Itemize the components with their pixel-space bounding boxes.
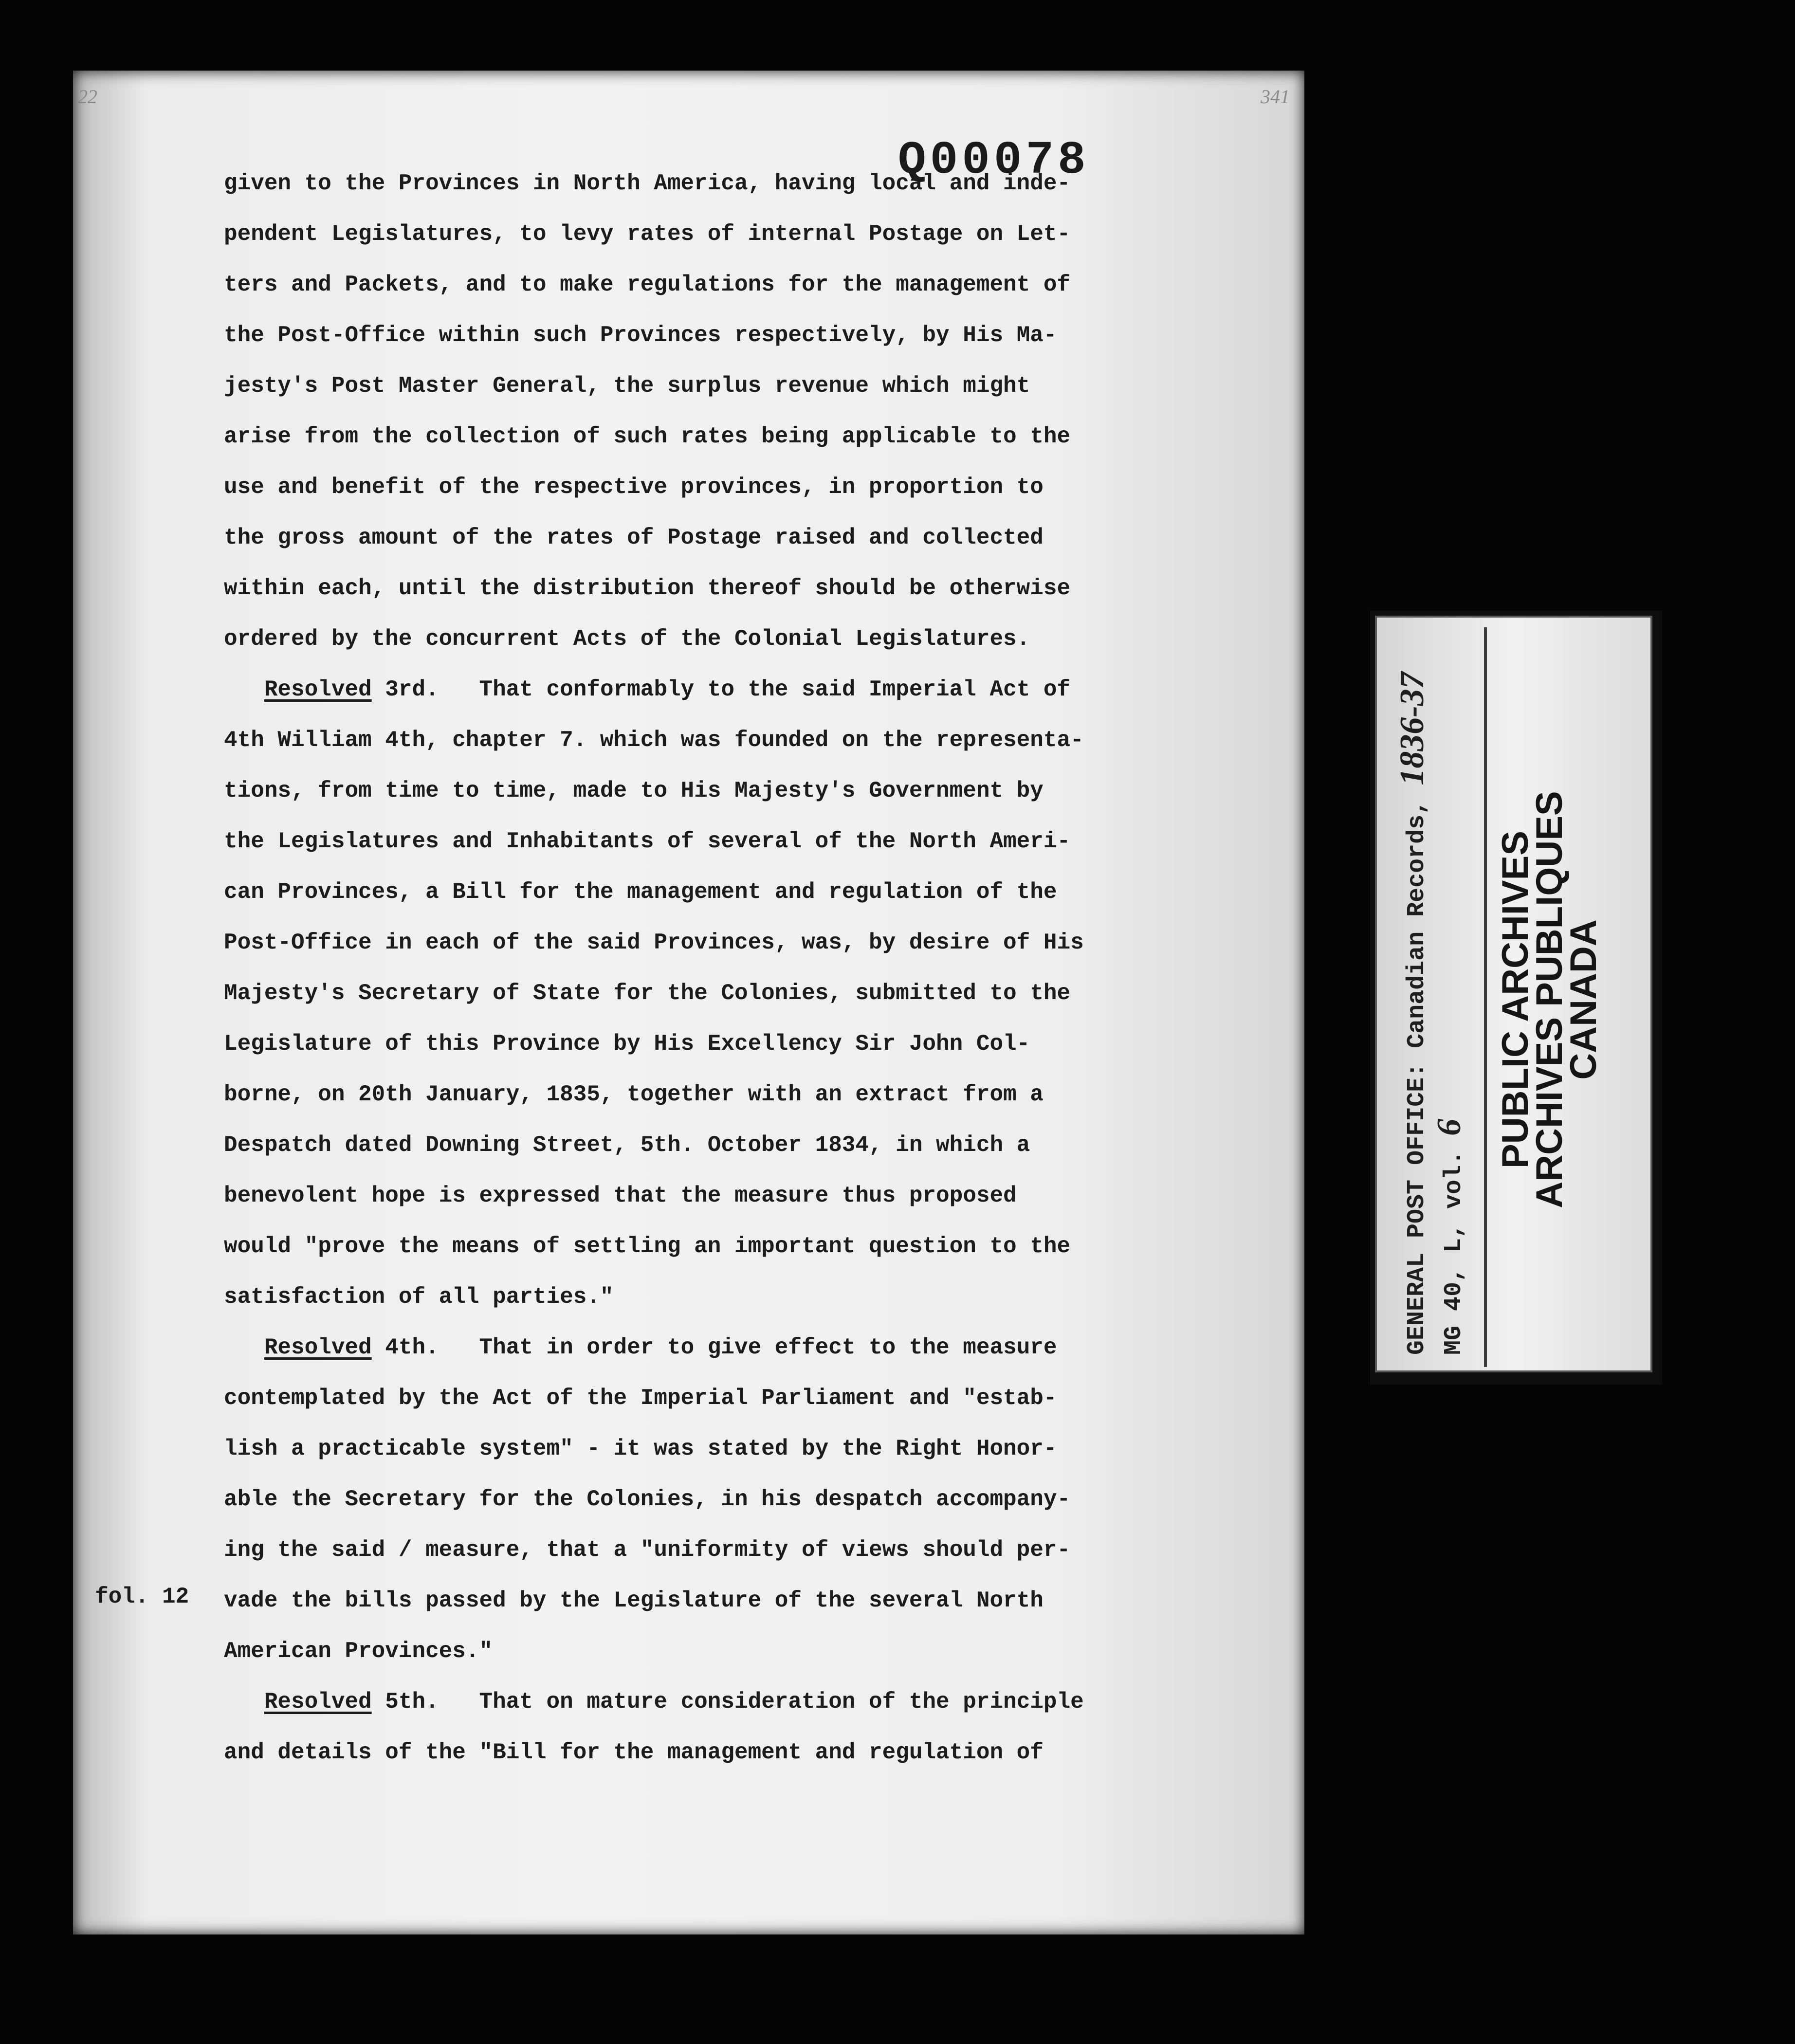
line-text: Despatch dated Downing Street, 5th. October 1834, in which a [224,1132,1030,1158]
resolved-heading: Resolved [264,1689,372,1715]
text-line [224,361,1275,411]
line-text: 3rd. That conformably to the said Imperial Act of [371,677,1071,702]
archive-label [1370,611,1662,1385]
text-line [224,1322,1275,1373]
text-line [224,259,1275,310]
text-line [224,1677,1275,1727]
text-line [224,715,1275,766]
line-text: American Provinces." [224,1639,493,1664]
text-line [224,1019,1275,1069]
text-line [224,614,1275,664]
record-years-handwritten: 1836-37 [1393,672,1431,785]
text-line [224,968,1275,1019]
text-line [224,1069,1275,1120]
text-line [224,1525,1275,1575]
record-line-2 [1430,635,1470,1355]
line-text: 4th William 4th, chapter 7. which was founded on the representa- [224,728,1084,753]
text-line [224,816,1275,867]
indent [224,1335,264,1360]
text-line [224,1221,1275,1272]
line-text: Majesty's Secretary of State for the Colonies, submitted to the [224,981,1071,1006]
text-line [224,1170,1275,1221]
indent [224,1689,264,1715]
text-line [224,1272,1275,1322]
text-line [224,512,1275,563]
archives-line-3: CANADA [1563,919,1604,1080]
line-text: ing the said / measure, that a "uniformity of views should per- [224,1537,1071,1563]
document-body [224,158,1275,1778]
text-line [224,917,1275,968]
line-text: the gross amount of the rates of Postage raised and collected [224,525,1044,550]
text-line [224,411,1275,462]
line-text: borne, on 20th January, 1835, together with an extract from a [224,1082,1044,1107]
text-line [224,1424,1275,1474]
line-text: would "prove the means of settling an important question to the [224,1234,1071,1259]
archives-line-1: PUBLIC ARCHIVES [1495,831,1536,1168]
text-line [224,462,1275,512]
line-text: lish a practicable system" - it was stated by the Right Honor- [224,1436,1057,1461]
page-corner-number-left: 22 [78,86,97,108]
line-text: pendent Legislatures, to levy rates of internal Postage on Let- [224,221,1071,247]
record-line-1 [1393,635,1433,1355]
text-line [224,1474,1275,1525]
page-corner-number-right: 341 [1261,86,1290,108]
record-series: GENERAL POST OFFICE: Canadian Records, [1403,785,1431,1355]
resolved-heading: Resolved [264,1335,372,1360]
text-line [224,310,1275,361]
margin-note-folio: fol. 12 [95,1584,189,1609]
text-line [224,209,1275,259]
record-volume: MG 40, L, vol. [1440,1135,1468,1355]
line-text: use and benefit of the respective provinces, in proportion to [224,474,1044,500]
text-line [224,1626,1275,1677]
line-text: jesty's Post Master General, the surplus revenue which might [224,373,1030,399]
text-line [224,563,1275,614]
line-text: satisfaction of all parties." [224,1284,614,1310]
line-text: 5th. That on mature consideration of the principle [371,1689,1084,1715]
line-text: the Legislatures and Inhabitants of several of the North Ameri- [224,829,1071,854]
public-archives-stamp [1495,732,1604,1267]
text-line [224,1727,1275,1778]
line-text: Legislature of this Province by His Excellency Sir John Col- [224,1031,1030,1057]
line-text: Post-Office in each of the said Provinces, was, by desire of His [224,930,1084,955]
line-text: contemplated by the Act of the Imperial Parliament and "estab- [224,1386,1057,1411]
archives-line-2: ARCHIVES PUBLIQUES [1529,791,1570,1208]
line-text: given to the Provinces in North America, having local and inde- [224,171,1071,196]
line-text: within each, until the distribution thereof should be otherwise [224,576,1071,601]
line-text: benevolent hope is expressed that the measure thus proposed [224,1183,1017,1208]
line-text: arise from the collection of such rates being applicable to the [224,424,1071,449]
document-number: Q00078 [898,134,1090,187]
line-text: vade the bills passed by the Legislature of the several North [224,1588,1044,1613]
line-text: ters and Packets, and to make regulations for the management of [224,272,1071,297]
resolved-heading: Resolved [264,677,372,702]
line-text: tions, from time to time, made to His Majesty's Government by [224,778,1044,803]
archive-label-panel [1375,616,1652,1372]
text-line [224,1575,1275,1626]
text-line [224,158,1275,209]
text-line [224,1120,1275,1170]
text-line [224,766,1275,816]
text-line [224,1373,1275,1424]
line-text: can Provinces, a Bill for the management and regulation of the [224,879,1057,905]
text-line [224,867,1275,917]
record-volume-handwritten: 6 [1430,1118,1468,1136]
text-line [224,664,1275,715]
line-text: the Post-Office within such Provinces respectively, by His Ma- [224,323,1057,348]
line-text: 4th. That in order to give effect to the measure [371,1335,1057,1360]
label-rotated-text [1377,618,1654,1374]
indent [224,677,264,702]
line-text: ordered by the concurrent Acts of the Colonial Legislatures. [224,626,1030,652]
line-text: able the Secretary for the Colonies, in his despatch accompany- [224,1487,1071,1512]
record-reference [1393,635,1470,1355]
line-text: and details of the "Bill for the management and regulation of [224,1740,1044,1765]
